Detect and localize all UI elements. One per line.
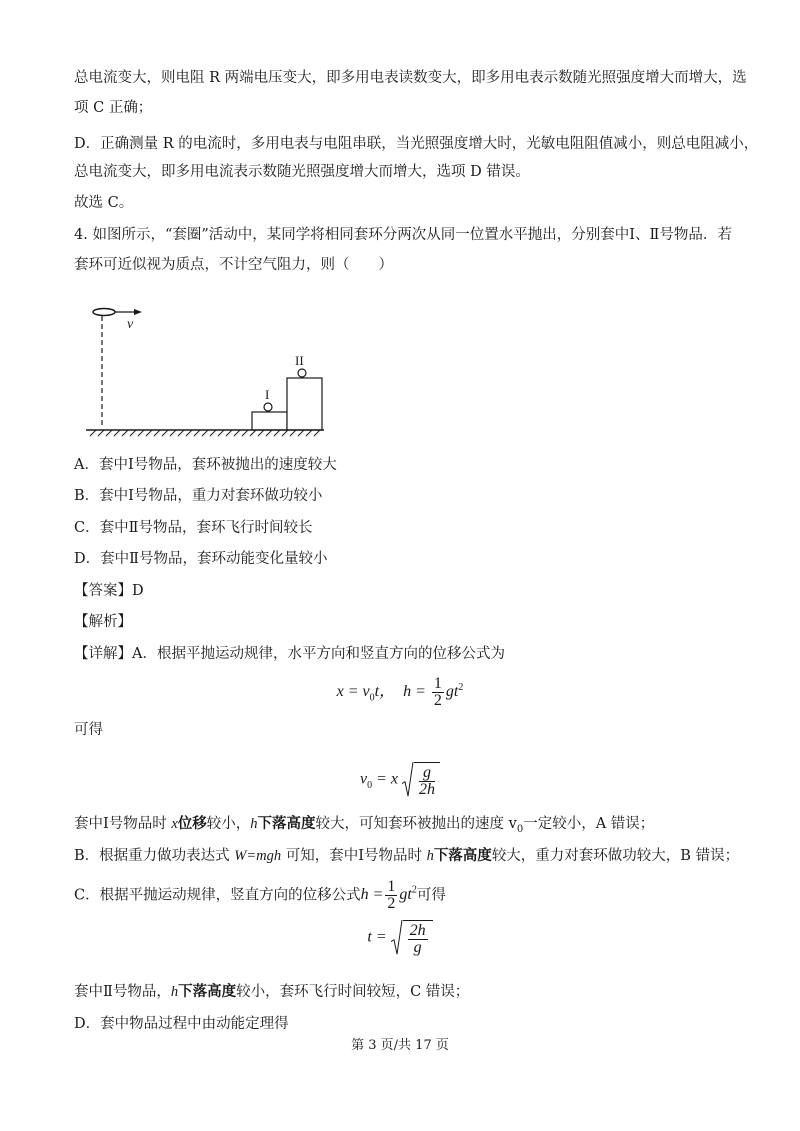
question-line-1: 4. 如图所示，“套圈”活动中，某同学将相同套环分两次从同一位置水平抛出，分别套中Ⅰ、Ⅱ号物品．若 bbox=[74, 227, 732, 243]
answer-label: 【答案】D bbox=[74, 583, 144, 599]
detail-b-line: B．根据重力做功表达式 W=mgh 可知，套中Ⅰ号物品时 h下落高度较大，重力对套环做功较大，B 错误； bbox=[74, 847, 740, 864]
option-c: C．套中Ⅱ号物品，套环飞行时间较长 bbox=[74, 520, 313, 536]
page-footer: 第 3 页/共 17 页 bbox=[351, 1038, 449, 1053]
ring-icon bbox=[93, 309, 115, 316]
ring-toss-figure bbox=[84, 300, 334, 440]
analysis-label: 【解析】 bbox=[74, 614, 132, 630]
equation-3: t = $\frac{2h}{g}$ bbox=[0, 920, 800, 956]
item-1-object bbox=[264, 403, 272, 411]
kede-text: 可得 bbox=[74, 722, 103, 738]
equation-2: $v_0 = x$ $\frac{g}{2h}$ bbox=[0, 762, 800, 798]
detail-a-line: 套中Ⅰ号物品时 x位移较小，h下落高度较大，可知套环被抛出的速度 $v_0$一定较小，A 错误； bbox=[74, 815, 655, 835]
option-b: B．套中Ⅰ号物品，重力对套环做功较小 bbox=[74, 488, 323, 504]
item-1-label: I bbox=[265, 387, 270, 402]
detail-d-line: D．套中物品过程中由动能定理得 bbox=[74, 1016, 289, 1032]
prev-line-4: 总电流变大，即多用电流表示数随光照强度增大而增大，选项 D 错误。 bbox=[74, 164, 530, 180]
detail-c-line: C．根据平抛运动规律，竖直方向的位移公式h = $\frac{1}{2}$ $gt^2$可得 bbox=[74, 878, 446, 913]
option-a: A．套中Ⅰ号物品，套环被抛出的速度较大 bbox=[74, 457, 337, 473]
velocity-label: v bbox=[127, 317, 134, 332]
prev-line-5: 故选 C。 bbox=[74, 195, 134, 211]
detail-intro: 【详解】A．根据平抛运动规律，水平方向和竖直方向的位移公式为 bbox=[74, 646, 505, 662]
prev-line-2: 项 C 正确； bbox=[74, 100, 153, 116]
option-d: D．套中Ⅱ号物品，套环动能变化量较小 bbox=[74, 551, 328, 567]
equation-1: $x = v_0t$， h = $\frac{1}{2}$ $gt^2$ bbox=[336, 675, 464, 709]
item-2-object bbox=[298, 369, 306, 377]
step-item-2 bbox=[287, 378, 322, 430]
prev-line-3: D．正确测量 R 的电流时，多用电表与电阻串联，当光照强度增大时，光敏电阻阻值减小，则总电阻减小， bbox=[74, 136, 759, 152]
step-item-1 bbox=[252, 412, 287, 430]
prev-line-1: 总电流变大，则电阻 R 两端电压变大，即多用电表读数变大，即多用电表示数随光照强度增大而增大，选 bbox=[74, 70, 747, 86]
detail-c2-line: 套中Ⅱ号物品，h下落高度较小，套环飞行时间较短，C 错误； bbox=[74, 983, 470, 1000]
ground-hatch bbox=[90, 430, 320, 436]
item-2-label: II bbox=[295, 353, 304, 368]
question-line-2: 套环可近似视为质点，不计空气阻力，则（ ） bbox=[74, 257, 393, 273]
